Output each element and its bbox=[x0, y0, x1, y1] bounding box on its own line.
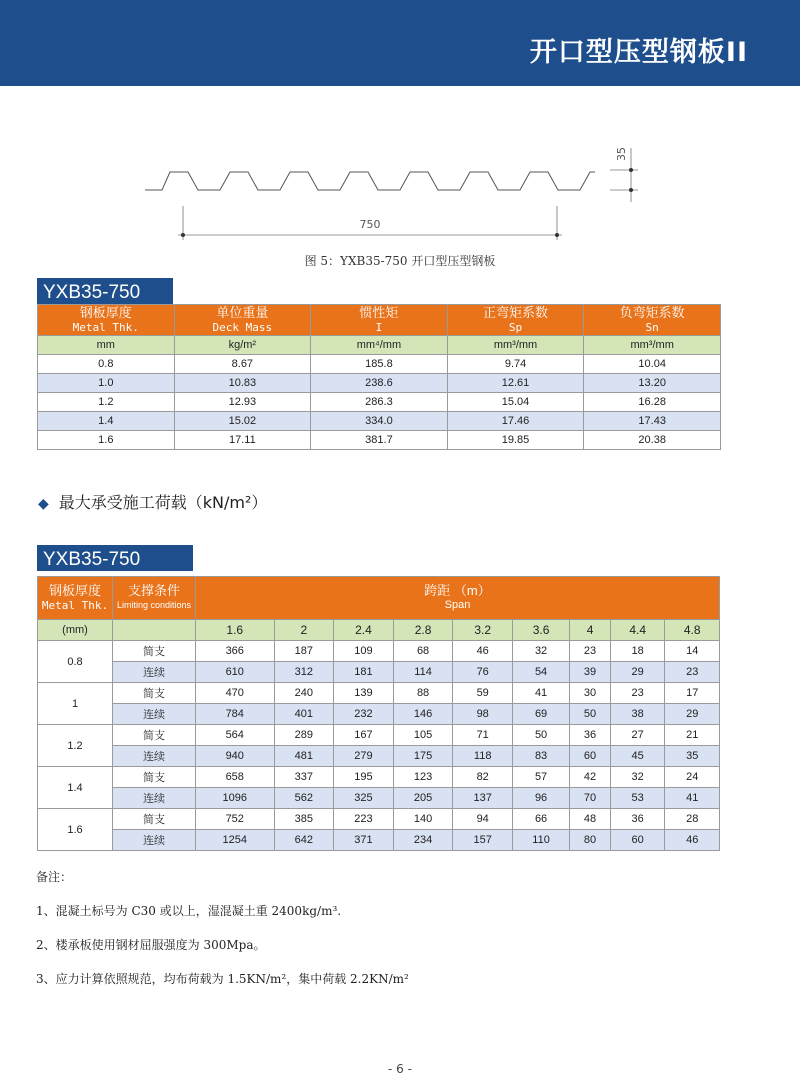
table-cell: 88 bbox=[393, 683, 453, 704]
table-cell: 14 bbox=[665, 641, 720, 662]
thickness-cell: 1.4 bbox=[38, 767, 113, 809]
table-cell: 17.43 bbox=[584, 412, 721, 431]
table-cell: 53 bbox=[610, 788, 664, 809]
section-properties-table bbox=[37, 304, 721, 450]
table-cell: 59 bbox=[453, 683, 513, 704]
table-cell: 175 bbox=[393, 746, 453, 767]
table-cell: 123 bbox=[393, 767, 453, 788]
table-cell: 238.6 bbox=[311, 374, 448, 393]
table-row bbox=[38, 431, 721, 450]
table-cell: 1.6 bbox=[38, 431, 175, 450]
table-cell: 325 bbox=[334, 788, 394, 809]
span-cell: 1.6 bbox=[196, 620, 275, 641]
table-cell: 98 bbox=[453, 704, 513, 725]
table-cell: 157 bbox=[453, 830, 513, 851]
table-cell: 109 bbox=[334, 641, 394, 662]
table-cell: 71 bbox=[453, 725, 513, 746]
table-cell: 46 bbox=[453, 641, 513, 662]
table-cell: 29 bbox=[665, 704, 720, 725]
table-cell: 19.85 bbox=[447, 431, 584, 450]
condition-cell: 简支 bbox=[113, 641, 196, 662]
table-cell: 45 bbox=[610, 746, 664, 767]
table-cell: 289 bbox=[274, 725, 334, 746]
table-row bbox=[38, 809, 720, 830]
table-header-row bbox=[38, 305, 721, 336]
span-cell: 3.6 bbox=[513, 620, 570, 641]
table-cell: 381.7 bbox=[311, 431, 448, 450]
table-cell: 1.0 bbox=[38, 374, 175, 393]
table-cell: 29 bbox=[610, 662, 664, 683]
condition-cell: 连续 bbox=[113, 746, 196, 767]
table-cell: 366 bbox=[196, 641, 275, 662]
table-cell: 32 bbox=[513, 641, 570, 662]
condition-cell: 连续 bbox=[113, 788, 196, 809]
table-cell: 223 bbox=[334, 809, 394, 830]
span-cell: 2.8 bbox=[393, 620, 453, 641]
header-span: 跨距 （m） Span bbox=[196, 577, 720, 620]
header-deck-mass: 单位重量 Deck Mass bbox=[174, 305, 311, 336]
table2-tag: YXB35-750 bbox=[37, 545, 193, 571]
thickness-cell: 1.2 bbox=[38, 725, 113, 767]
table-cell: 50 bbox=[570, 704, 611, 725]
table-cell: 312 bbox=[274, 662, 334, 683]
header-thickness: 钢板厚度 Metal Thk. bbox=[38, 577, 113, 620]
unit-cell: mm³/mm bbox=[447, 336, 584, 355]
table-cell: 114 bbox=[393, 662, 453, 683]
table-cell: 36 bbox=[570, 725, 611, 746]
table-row bbox=[38, 683, 720, 704]
table-cell: 240 bbox=[274, 683, 334, 704]
table-cell: 0.8 bbox=[38, 355, 175, 374]
table-cell: 195 bbox=[334, 767, 394, 788]
table-cell: 401 bbox=[274, 704, 334, 725]
table-cell: 642 bbox=[274, 830, 334, 851]
table-cell: 118 bbox=[453, 746, 513, 767]
table-cell: 80 bbox=[570, 830, 611, 851]
table-cell: 562 bbox=[274, 788, 334, 809]
table-row bbox=[38, 662, 720, 683]
condition-cell: 简支 bbox=[113, 725, 196, 746]
table-cell: 205 bbox=[393, 788, 453, 809]
table-cell: 23 bbox=[610, 683, 664, 704]
table-cell: 24 bbox=[665, 767, 720, 788]
table-cell: 658 bbox=[196, 767, 275, 788]
table-cell: 8.67 bbox=[174, 355, 311, 374]
table-cell: 54 bbox=[513, 662, 570, 683]
note-item: 1、混凝土标号为 C30 或以上，湿混凝土重 2400kg/m³. bbox=[36, 904, 342, 918]
table-cell: 36 bbox=[610, 809, 664, 830]
table-row bbox=[38, 746, 720, 767]
deck-profile-diagram bbox=[140, 140, 660, 250]
table-cell: 50 bbox=[513, 725, 570, 746]
page-number: - 6 - bbox=[388, 1062, 412, 1076]
header-conditions: 支撑条件 Limiting conditions bbox=[113, 577, 196, 620]
load-table bbox=[37, 576, 720, 851]
condition-cell: 简支 bbox=[113, 809, 196, 830]
table-cell: 41 bbox=[513, 683, 570, 704]
table-cell: 185.8 bbox=[311, 355, 448, 374]
table-cell: 110 bbox=[513, 830, 570, 851]
table-cell: 181 bbox=[334, 662, 394, 683]
load-table-body bbox=[38, 641, 720, 851]
thickness-cell: 0.8 bbox=[38, 641, 113, 683]
unit-cell: mm bbox=[38, 336, 175, 355]
height-dimension: 35 bbox=[615, 147, 628, 161]
table-cell: 17 bbox=[665, 683, 720, 704]
table-row bbox=[38, 374, 721, 393]
table-cell: 17.46 bbox=[447, 412, 584, 431]
table-cell: 57 bbox=[513, 767, 570, 788]
thickness-cell: 1.6 bbox=[38, 809, 113, 851]
table-cell: 18 bbox=[610, 641, 664, 662]
units-row bbox=[38, 336, 721, 355]
unit-cell: mm³/mm bbox=[584, 336, 721, 355]
table-cell: 146 bbox=[393, 704, 453, 725]
condition-cell: 连续 bbox=[113, 662, 196, 683]
table-row bbox=[38, 355, 721, 374]
table-cell: 334.0 bbox=[311, 412, 448, 431]
span-cell: 4.4 bbox=[610, 620, 664, 641]
table1-tag: YXB35-750 bbox=[37, 278, 173, 304]
table-cell: 15.04 bbox=[447, 393, 584, 412]
table-cell: 16.28 bbox=[584, 393, 721, 412]
table-cell: 27 bbox=[610, 725, 664, 746]
table-cell: 10.04 bbox=[584, 355, 721, 374]
table-row bbox=[38, 393, 721, 412]
table-cell: 35 bbox=[665, 746, 720, 767]
header-inertia: 惯性矩 I bbox=[311, 305, 448, 336]
table-cell: 105 bbox=[393, 725, 453, 746]
unit-cell: mm⁴/mm bbox=[311, 336, 448, 355]
table-cell: 48 bbox=[570, 809, 611, 830]
table-cell: 68 bbox=[393, 641, 453, 662]
table-cell: 1254 bbox=[196, 830, 275, 851]
thickness-cell: 1 bbox=[38, 683, 113, 725]
table-cell: 1.2 bbox=[38, 393, 175, 412]
table-cell: 20.38 bbox=[584, 431, 721, 450]
table-cell: 234 bbox=[393, 830, 453, 851]
table-row bbox=[38, 767, 720, 788]
condition-cell: 简支 bbox=[113, 683, 196, 704]
unit-cell: (mm) bbox=[38, 620, 113, 641]
table-cell: 481 bbox=[274, 746, 334, 767]
condition-cell: 连续 bbox=[113, 704, 196, 725]
table-cell: 41 bbox=[665, 788, 720, 809]
table-cell: 140 bbox=[393, 809, 453, 830]
table-cell: 286.3 bbox=[311, 393, 448, 412]
table-cell: 564 bbox=[196, 725, 275, 746]
table-cell: 23 bbox=[665, 662, 720, 683]
unit-cell: kg/m² bbox=[174, 336, 311, 355]
table-cell: 38 bbox=[610, 704, 664, 725]
table-row bbox=[38, 412, 721, 431]
table-cell: 137 bbox=[453, 788, 513, 809]
span-cell: 4.8 bbox=[665, 620, 720, 641]
table-cell: 187 bbox=[274, 641, 334, 662]
width-dimension: 750 bbox=[359, 218, 381, 231]
header-sp: 正弯矩系数 Sp bbox=[447, 305, 584, 336]
table-cell: 30 bbox=[570, 683, 611, 704]
table-cell: 60 bbox=[610, 830, 664, 851]
page-title: 开口型压型钢板II bbox=[529, 37, 748, 68]
table-cell: 46 bbox=[665, 830, 720, 851]
table-cell: 28 bbox=[665, 809, 720, 830]
table-cell: 39 bbox=[570, 662, 611, 683]
table-cell: 17.11 bbox=[174, 431, 311, 450]
table-cell: 12.93 bbox=[174, 393, 311, 412]
header-thickness: 钢板厚度 Metal Thk. bbox=[38, 305, 175, 336]
table-cell: 70 bbox=[570, 788, 611, 809]
table-cell: 76 bbox=[453, 662, 513, 683]
span-row bbox=[38, 620, 720, 641]
table-row bbox=[38, 788, 720, 809]
table-cell: 232 bbox=[334, 704, 394, 725]
table-cell: 21 bbox=[665, 725, 720, 746]
table-cell: 82 bbox=[453, 767, 513, 788]
table-row bbox=[38, 830, 720, 851]
table-cell: 10.83 bbox=[174, 374, 311, 393]
table-cell: 279 bbox=[334, 746, 394, 767]
table-cell: 470 bbox=[196, 683, 275, 704]
table-cell: 94 bbox=[453, 809, 513, 830]
table-cell: 13.20 bbox=[584, 374, 721, 393]
table-cell: 69 bbox=[513, 704, 570, 725]
table-cell: 32 bbox=[610, 767, 664, 788]
table-row bbox=[38, 641, 720, 662]
condition-cell: 连续 bbox=[113, 830, 196, 851]
table-cell: 940 bbox=[196, 746, 275, 767]
table-row bbox=[38, 704, 720, 725]
span-cell: 3.2 bbox=[453, 620, 513, 641]
span-cell: 2 bbox=[274, 620, 334, 641]
table-cell: 371 bbox=[334, 830, 394, 851]
header-sn: 负弯矩系数 Sn bbox=[584, 305, 721, 336]
notes-title: 备注： bbox=[36, 870, 73, 884]
diamond-icon: ◆ bbox=[38, 496, 49, 512]
table-cell: 1096 bbox=[196, 788, 275, 809]
table-cell: 96 bbox=[513, 788, 570, 809]
section-heading: ◆ 最大承受施工荷载（kN/m²） bbox=[38, 493, 268, 512]
table-cell: 139 bbox=[334, 683, 394, 704]
note-item: 3、应力计算依照规范，均布荷载为 1.5KN/m²，集中荷载 2.2KN/m² bbox=[36, 972, 409, 986]
table-cell: 60 bbox=[570, 746, 611, 767]
figure-caption: 图 5：YXB35-750 开口型压型钢板 bbox=[304, 254, 496, 268]
span-cell: 2.4 bbox=[334, 620, 394, 641]
table-cell: 42 bbox=[570, 767, 611, 788]
table-row bbox=[38, 725, 720, 746]
table-cell: 610 bbox=[196, 662, 275, 683]
table-cell: 83 bbox=[513, 746, 570, 767]
table-cell: 12.61 bbox=[447, 374, 584, 393]
unit-cell bbox=[113, 620, 196, 641]
table-cell: 337 bbox=[274, 767, 334, 788]
condition-cell: 简支 bbox=[113, 767, 196, 788]
table-cell: 167 bbox=[334, 725, 394, 746]
span-cell: 4 bbox=[570, 620, 611, 641]
notes-block bbox=[36, 868, 409, 1004]
table-cell: 9.74 bbox=[447, 355, 584, 374]
table-cell: 1.4 bbox=[38, 412, 175, 431]
table-cell: 784 bbox=[196, 704, 275, 725]
table-cell: 66 bbox=[513, 809, 570, 830]
table-cell: 385 bbox=[274, 809, 334, 830]
table-cell: 15.02 bbox=[174, 412, 311, 431]
note-item: 2、楼承板使用钢材屈服强度为 300Mpa。 bbox=[36, 938, 266, 952]
table-header-row bbox=[38, 577, 720, 620]
table-cell: 752 bbox=[196, 809, 275, 830]
table-cell: 23 bbox=[570, 641, 611, 662]
